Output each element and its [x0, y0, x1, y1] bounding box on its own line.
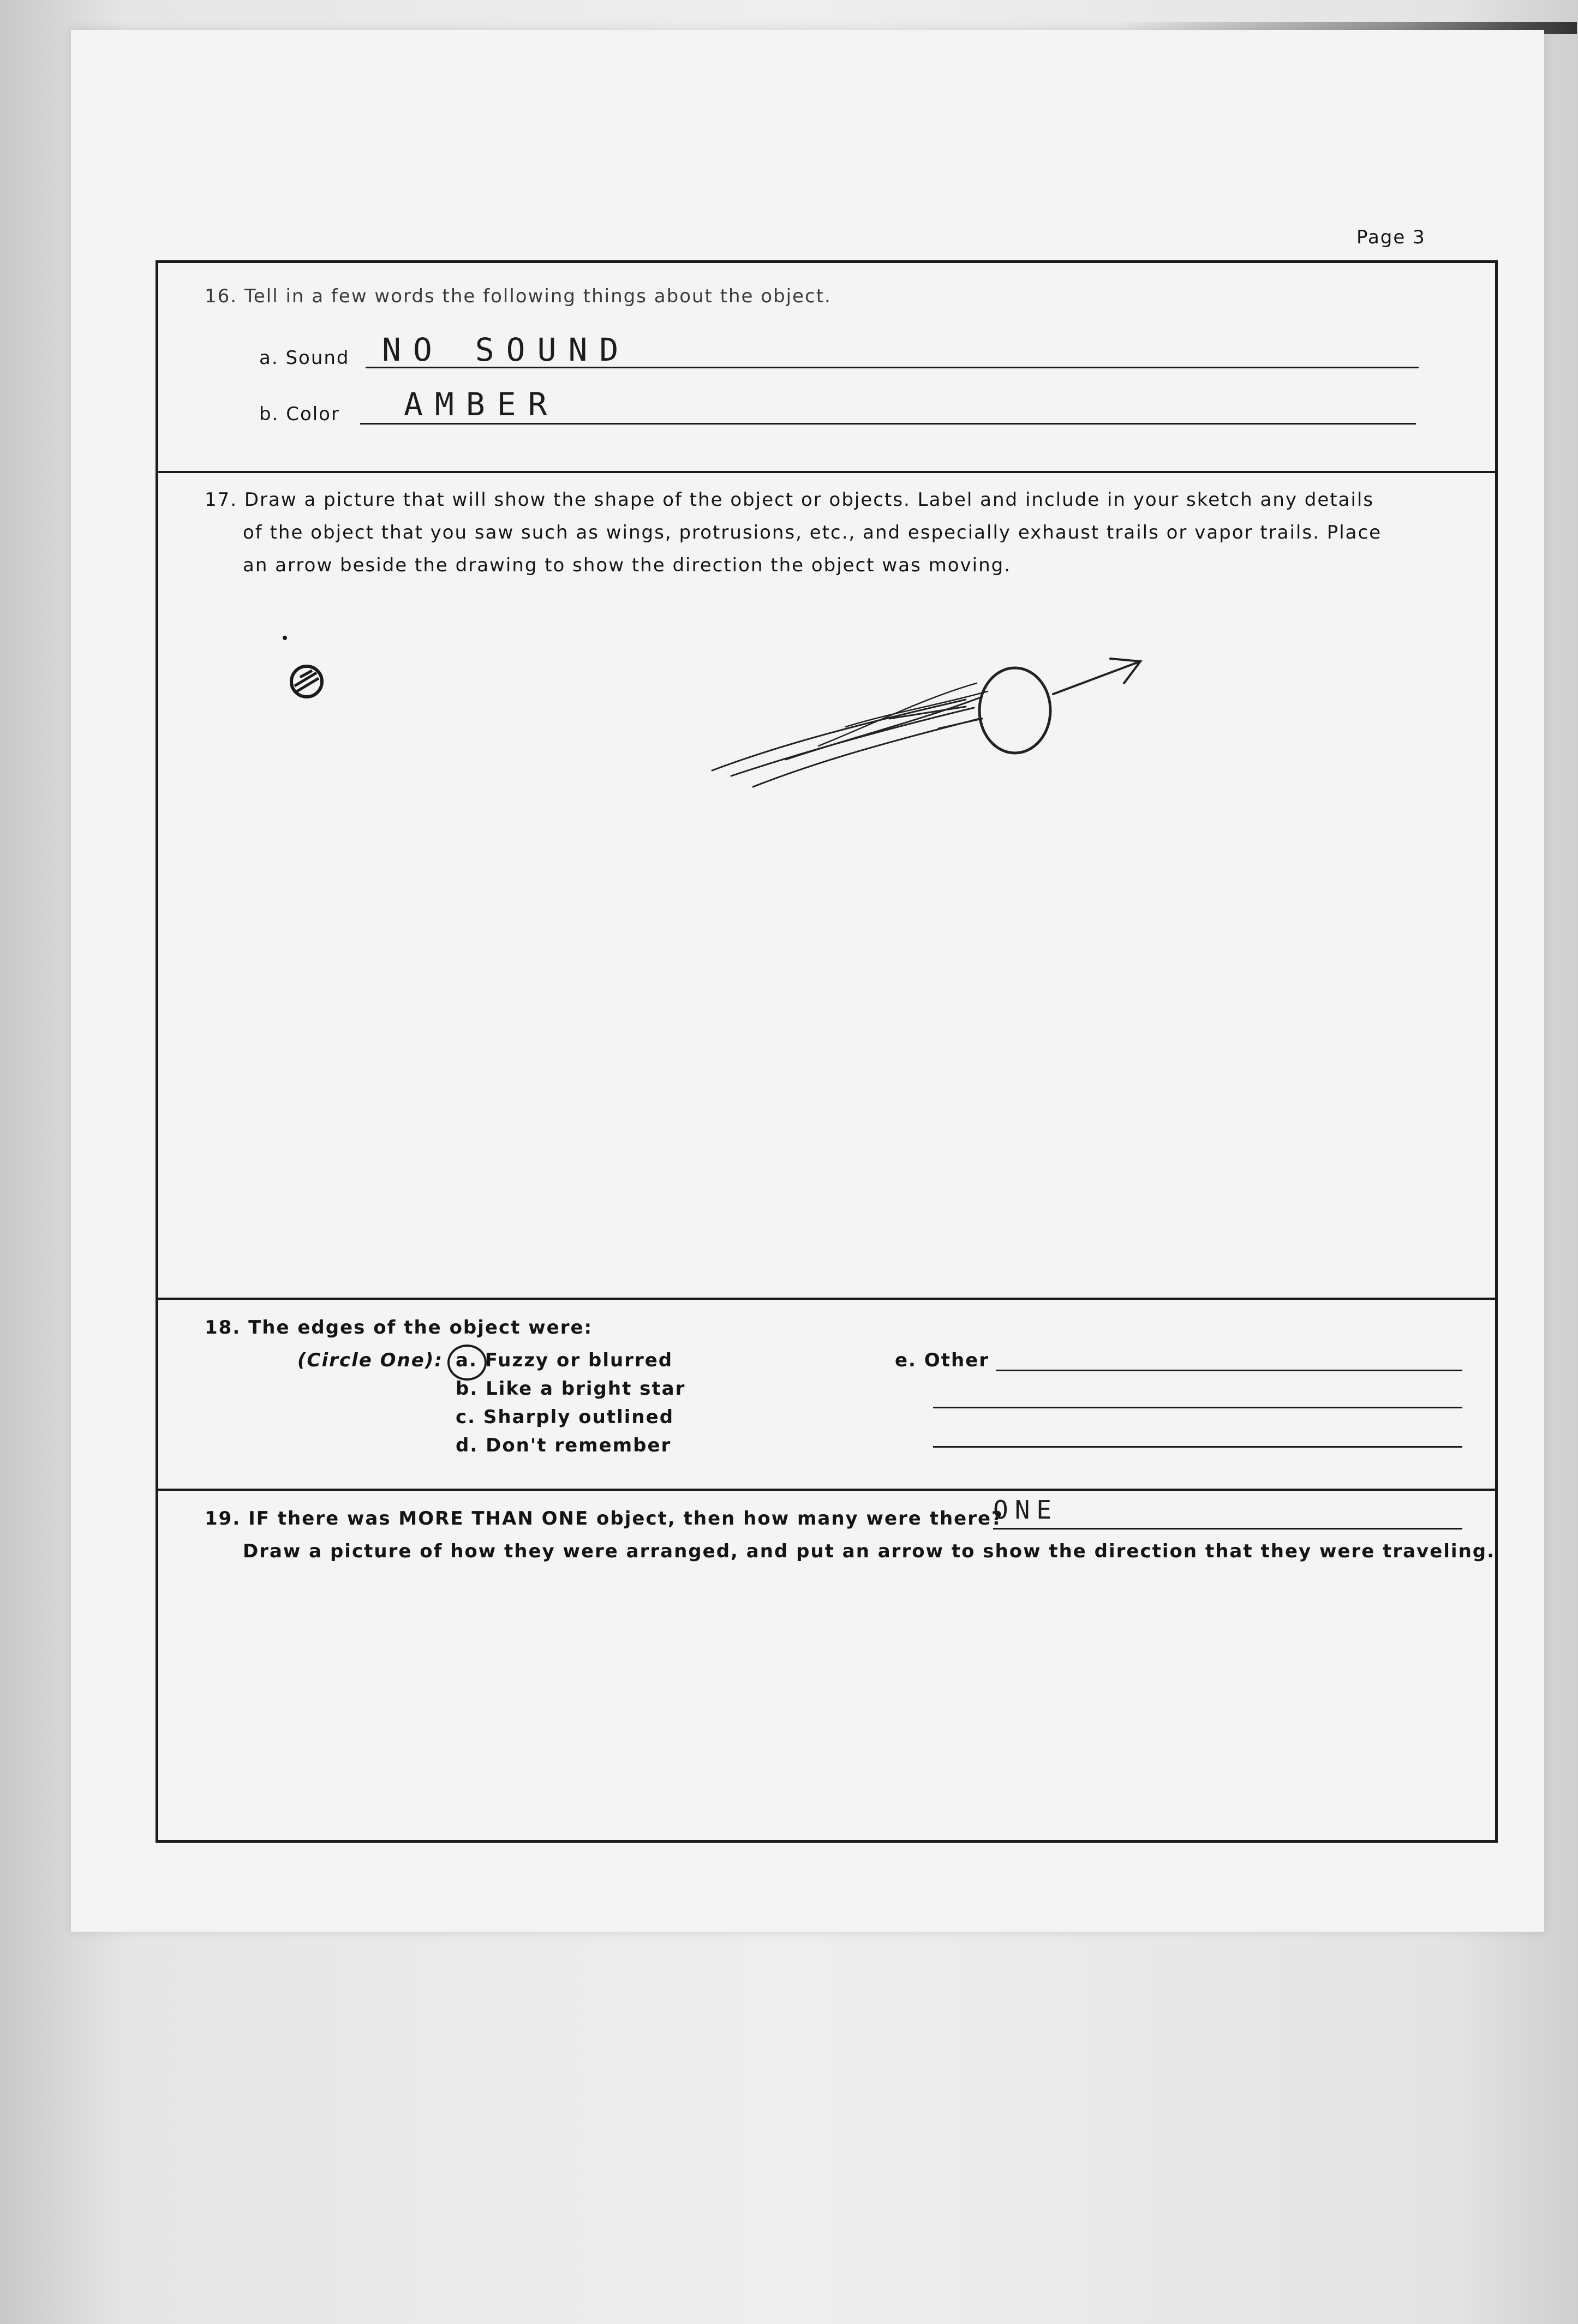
question-17	[158, 473, 1495, 1300]
option-a[interactable]: a. Fuzzy or blurred	[456, 1349, 673, 1371]
q19-line-2: Draw a picture of how they were arranged, and put an arrow to show the direction that they were traveling.	[243, 1540, 1496, 1562]
option-e[interactable]: e. Other	[895, 1349, 990, 1371]
color-field-line	[360, 423, 1416, 425]
question-16	[158, 263, 1495, 473]
other-field-line-3[interactable]	[933, 1446, 1462, 1448]
questionnaire-box	[156, 260, 1498, 1843]
option-c[interactable]: c. Sharply outlined	[456, 1406, 674, 1428]
count-field-line	[993, 1528, 1462, 1530]
color-label: b. Color	[259, 403, 340, 425]
sound-value[interactable]: NO SOUND	[382, 331, 631, 368]
option-d[interactable]: d. Don't remember	[456, 1435, 672, 1456]
q16-prompt: 16. Tell in a few words the following things about the object.	[205, 285, 832, 307]
circle-one-label: (Circle One):	[297, 1349, 443, 1371]
q18-prompt: 18. The edges of the object were:	[205, 1317, 593, 1339]
color-value[interactable]: AMBER	[404, 386, 559, 423]
q19-line-1: 19. IF there was MORE THAN ONE object, then how many were there?	[205, 1508, 1003, 1530]
q17-line-2: of the object that you saw such as wings, protrusions, etc., and especially exhaust trails or vapor trails. Place	[243, 522, 1382, 543]
q17-line-1: 17. Draw a picture that will show the shape of the object or objects. Label and include in your sketch any details	[205, 489, 1374, 511]
other-field-line-1[interactable]	[996, 1370, 1462, 1371]
option-b[interactable]: b. Like a bright star	[456, 1378, 686, 1400]
sound-label: a. Sound	[259, 347, 350, 369]
page-number: Page 3	[1356, 226, 1426, 248]
small-object-doodle	[278, 631, 338, 708]
object-circle	[979, 668, 1050, 753]
question-18	[158, 1300, 1495, 1491]
form-page	[71, 30, 1544, 1932]
q17-line-3: an arrow beside the drawing to show the direction the object was moving.	[243, 554, 1012, 576]
question-19	[158, 1491, 1495, 1840]
count-value[interactable]: ONE	[993, 1495, 1059, 1525]
other-field-line-2[interactable]	[933, 1407, 1462, 1408]
object-sketch	[709, 631, 1255, 795]
